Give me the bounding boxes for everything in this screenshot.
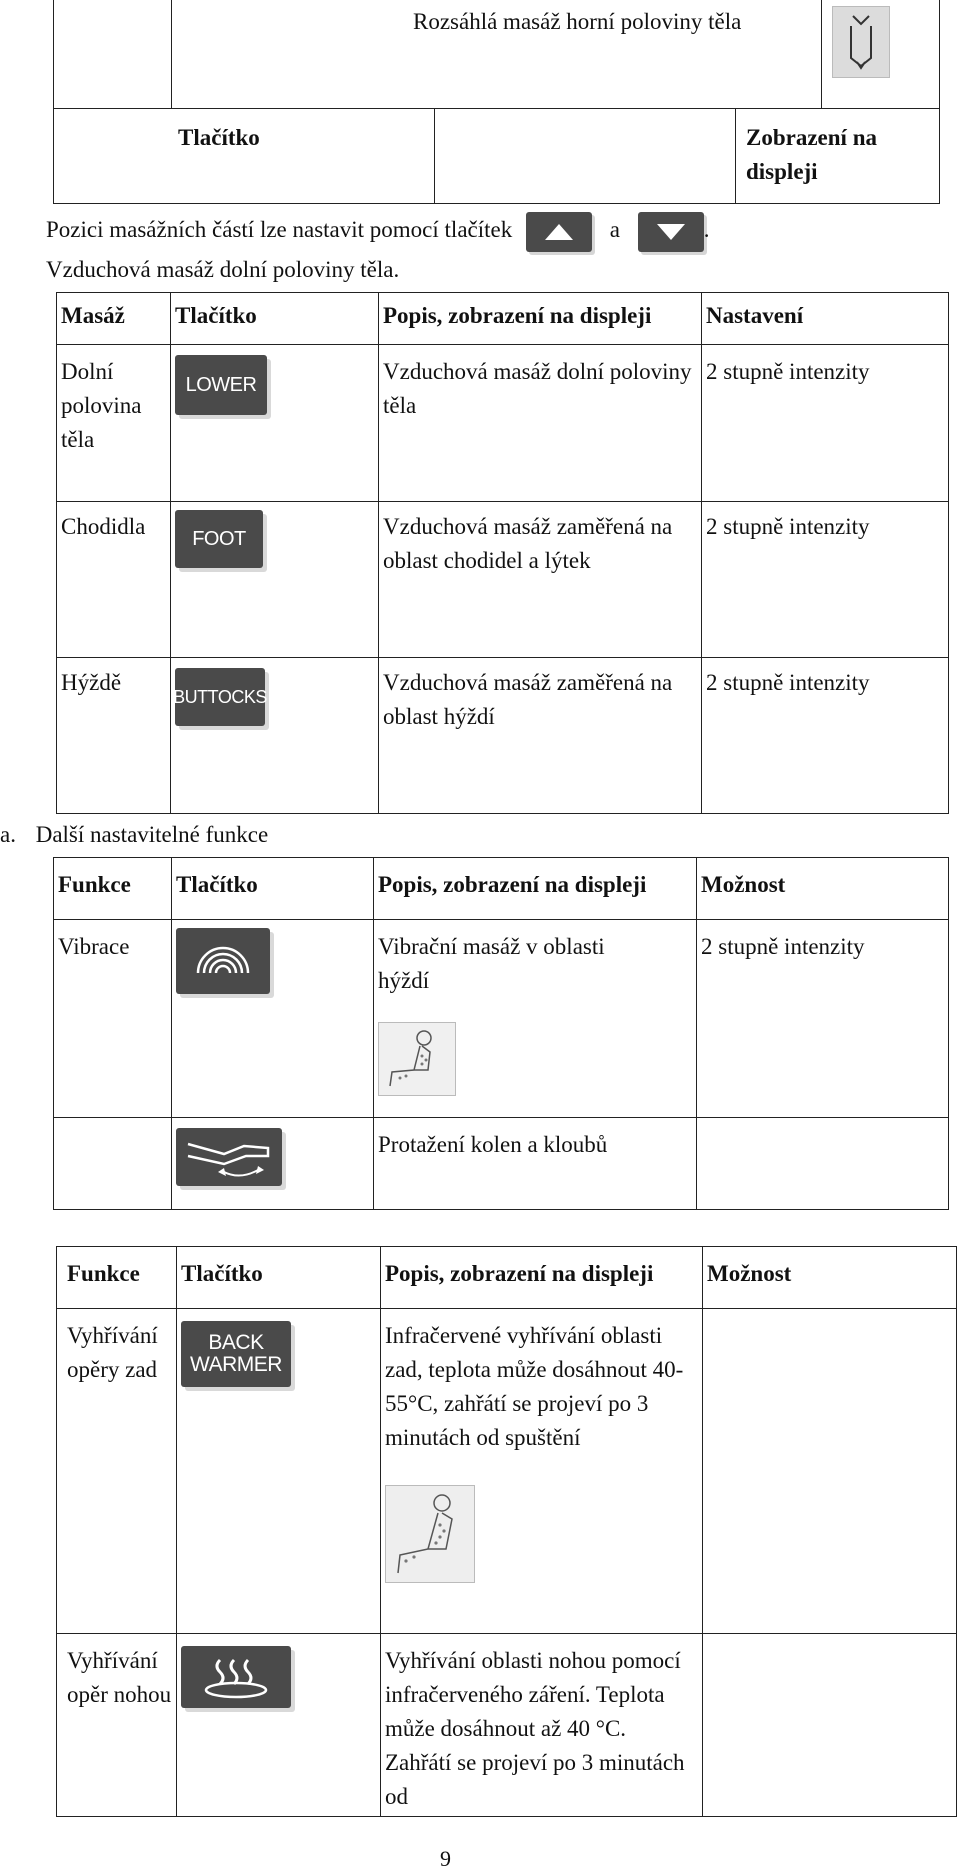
- f2-row-button-cell-2: [177, 1634, 381, 1817]
- buttocks-button[interactable]: BUTTOCKS: [175, 668, 265, 726]
- f2-row-desc-2: Vyhřívání oblasti nohou pomocí infračerveného záření. Teplota může dosáhnout až 40 °C. Zahřátí se projeví po 3 minutách od: [381, 1634, 703, 1817]
- f1-row-func-2: [54, 1118, 172, 1210]
- f1-row-button-cell-2: [172, 1118, 374, 1210]
- f2-header-option: Možnost: [703, 1247, 957, 1309]
- air-row-massage: Hýždě: [57, 658, 171, 814]
- header-display: Zobrazení na displeji: [746, 124, 877, 184]
- air-row-setting: 2 stupně intenzity: [702, 345, 949, 502]
- f2-row-func-2: Vyhřívání opěr nohou: [57, 1634, 177, 1817]
- f1-header-option: Možnost: [697, 858, 949, 920]
- f2-row-button-cell: [177, 1309, 381, 1634]
- table-row: [57, 1309, 957, 1634]
- table-row: [54, 1118, 949, 1210]
- air-header-button: Tlačítko: [171, 293, 379, 345]
- f2-row-func: Vyhřívání opěry zad: [57, 1309, 177, 1634]
- top-cell-empty: [54, 0, 172, 108]
- up-arrow-button[interactable]: [526, 212, 592, 252]
- f2-row-option-2: [703, 1634, 957, 1817]
- top-empty-mid: [435, 108, 736, 203]
- f2-row-option: [703, 1309, 957, 1634]
- page-number: 9: [440, 1846, 451, 1871]
- air-row-setting: 2 stupně intenzity: [702, 502, 949, 658]
- table-row: [57, 502, 949, 658]
- air-row-desc: Vzduchová masáž zaměřená na oblast chodidel a lýtek: [379, 502, 702, 658]
- function-table-1: [53, 857, 949, 1210]
- f2-row-desc-cell: [381, 1309, 703, 1634]
- air-row-button-cell: [171, 345, 379, 502]
- vibration-button[interactable]: [176, 928, 270, 994]
- header-display-cell: [736, 108, 940, 203]
- foot-button[interactable]: FOOT: [175, 510, 263, 568]
- top-row1-desc-cell: [172, 0, 822, 108]
- f1-row-func: Vibrace: [54, 920, 172, 1118]
- air-row-massage: Chodidla: [57, 502, 171, 658]
- reclining-person-figure: [385, 1485, 475, 1583]
- f1-row-button-cell: [172, 920, 374, 1118]
- table-row: [57, 1634, 957, 1817]
- air-row-setting: 2 stupně intenzity: [702, 658, 949, 814]
- f1-header-desc: Popis, zobrazení na displeji: [374, 858, 697, 920]
- lower-button[interactable]: LOWER: [175, 355, 267, 415]
- f1-row-desc-cell: [374, 920, 697, 1118]
- f1-row-option-2: [697, 1118, 949, 1210]
- table-row: [57, 658, 949, 814]
- body-outline-icon: [832, 6, 890, 78]
- f2-header-button: Tlačítko: [177, 1247, 381, 1309]
- air-row-button-cell: [171, 502, 379, 658]
- air-row-desc: Vzduchová masáž zaměřená na oblast hýždí: [379, 658, 702, 814]
- air-header-desc: Popis, zobrazení na displeji: [379, 293, 702, 345]
- position-line2: Vzduchová masáž dolní poloviny těla.: [46, 257, 400, 282]
- section-a-marker: a.: [0, 822, 16, 847]
- section-a-title: Další nastavitelné funkce: [35, 822, 269, 847]
- down-arrow-button[interactable]: [638, 212, 704, 252]
- leg-stretch-icon: [184, 1132, 274, 1182]
- f1-header-func: Funkce: [54, 858, 172, 920]
- air-header-massage: Masáž: [57, 293, 171, 345]
- heat-icon: [196, 1654, 276, 1700]
- air-row-button-cell: [171, 658, 379, 814]
- f2-header-func: Funkce: [57, 1247, 177, 1309]
- section-a-heading: [0, 822, 268, 848]
- foot-heat-button[interactable]: [181, 1646, 291, 1708]
- back-warmer-button[interactable]: BACK WARMER: [181, 1321, 291, 1387]
- f2-header-desc: Popis, zobrazení na displeji: [381, 1247, 703, 1309]
- top-icon-cell: [822, 0, 940, 108]
- position-text-after: .: [703, 217, 710, 242]
- header-button-cell: [54, 108, 435, 203]
- position-line: [46, 208, 709, 252]
- air-row-massage: Dolní polovina těla: [57, 345, 171, 502]
- top-table: [53, 0, 940, 204]
- header-button: Tlačítko: [178, 124, 260, 150]
- air-row-desc: Vzduchová masáž dolní poloviny těla: [379, 345, 702, 502]
- air-header-setting: Nastavení: [702, 293, 949, 345]
- table-row: [54, 920, 949, 1118]
- function-table-2: [56, 1246, 957, 1817]
- top-row1-desc: Rozsáhlá masáž horní poloviny těla: [413, 9, 742, 34]
- f1-row-desc-2: Protažení kolen a kloubů: [374, 1118, 697, 1210]
- position-text-middle: a: [609, 217, 620, 242]
- position-text-before: Pozici masážních částí lze nastavit pomocí tlačítek: [46, 217, 513, 242]
- f1-header-button: Tlačítko: [172, 858, 374, 920]
- f1-row-option: 2 stupně intenzity: [697, 920, 949, 1118]
- table-row: [57, 345, 949, 502]
- air-massage-table: [56, 292, 949, 814]
- vibration-icon: [188, 941, 258, 981]
- leg-stretch-button[interactable]: [176, 1128, 282, 1186]
- f1-row-desc: Vibrační masáž v oblasti hýždí: [378, 934, 605, 993]
- f2-row-desc: Infračervené vyhřívání oblasti zad, teplota může dosáhnout 40-55°C, zahřátí se projeví po 3 minutách od spuštění: [385, 1323, 684, 1450]
- seated-person-figure: [378, 1022, 456, 1096]
